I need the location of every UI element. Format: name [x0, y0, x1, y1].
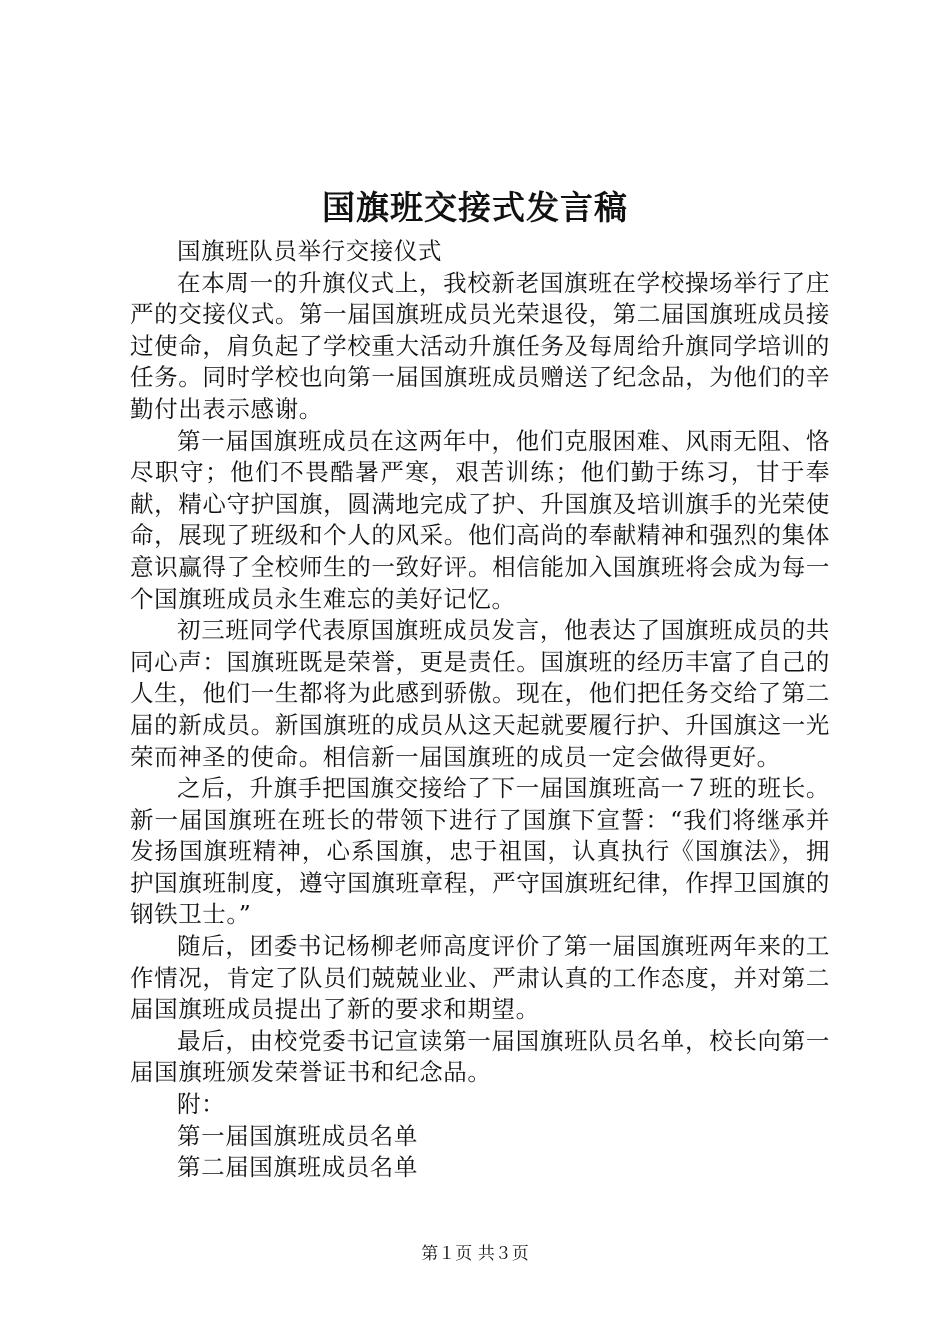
appendix-item-2: 第二届国旗班成员名单 [177, 1153, 418, 1182]
paragraph-4: 之后，升旗手把国旗交接给了下一届国旗班高一７班的班长。新一届国旗班在班长的带领下进行了国旗下宣誓：“我们将继承并发扬国旗班精神，心系国旗，忠于祖国，认真执行《国旗法》，拥护国旗班制度，遵守国旗班章程，严守国旗班纪律，作捍卫国旗的钢铁卫士。” [130, 774, 830, 929]
document-body [130, 236, 830, 1184]
appendix-label: 附： [177, 1090, 226, 1119]
paragraph-3: 初三班同学代表原国旗班成员发言，他表达了国旗班成员的共同心声：国旗班既是荣誉，更是责任。国旗班的经历丰富了自己的人生，他们一生都将为此感到骄傲。现在，他们把任务交给了第二届的新成员。新国旗班的成员从这天起就要履行护、升国旗这一光荣而神圣的使命。相信新一届国旗班的成员一定会做得更好。 [130, 616, 830, 771]
page-title: 国旗班交接式发言稿 [322, 188, 628, 227]
appendix-item-1: 第一届国旗班成员名单 [177, 1121, 418, 1150]
paragraph-1: 在本周一的升旗仪式上，我校新老国旗班在学校操场举行了庄严的交接仪式。第一届国旗班成员光荣退役，第二届国旗班成员接过使命，肩负起了学校重大活动升旗任务及每周给升旗同学培训的任务。同时学校也向第一届国旗班成员赠送了纪念品，为他们的辛勤付出表示感谢。 [130, 268, 830, 423]
subtitle: 国旗班队员举行交接仪式 [177, 237, 443, 265]
page-number-footer: 第１页 共３页 [421, 1244, 529, 1264]
paragraph-5: 随后，团委书记杨柳老师高度评价了第一届国旗班两年来的工作情况，肯定了队员们兢兢业业、严肃认真的工作态度，并对第二届国旗班成员提出了新的要求和期望。 [130, 932, 830, 1024]
paragraph-6: 最后，由校党委书记宣读第一届国旗班队员名单，校长向第一届国旗班颁发荣誉证书和纪念品。 [130, 1026, 830, 1087]
paragraph-2: 第一届国旗班成员在这两年中，他们克服困难、风雨无阻、恪尽职守；他们不畏酷暑严寒，艰苦训练；他们勤于练习，甘于奉献，精心守护国旗，圆满地完成了护、升国旗及培训旗手的光荣使命，展现了班级和个人的风采。他们高尚的奉献精神和强烈的集体意识赢得了全校师生的一致好评。相信能加入国旗班将会成为每一个国旗班成员永生难忘的美好记忆。 [130, 426, 830, 613]
